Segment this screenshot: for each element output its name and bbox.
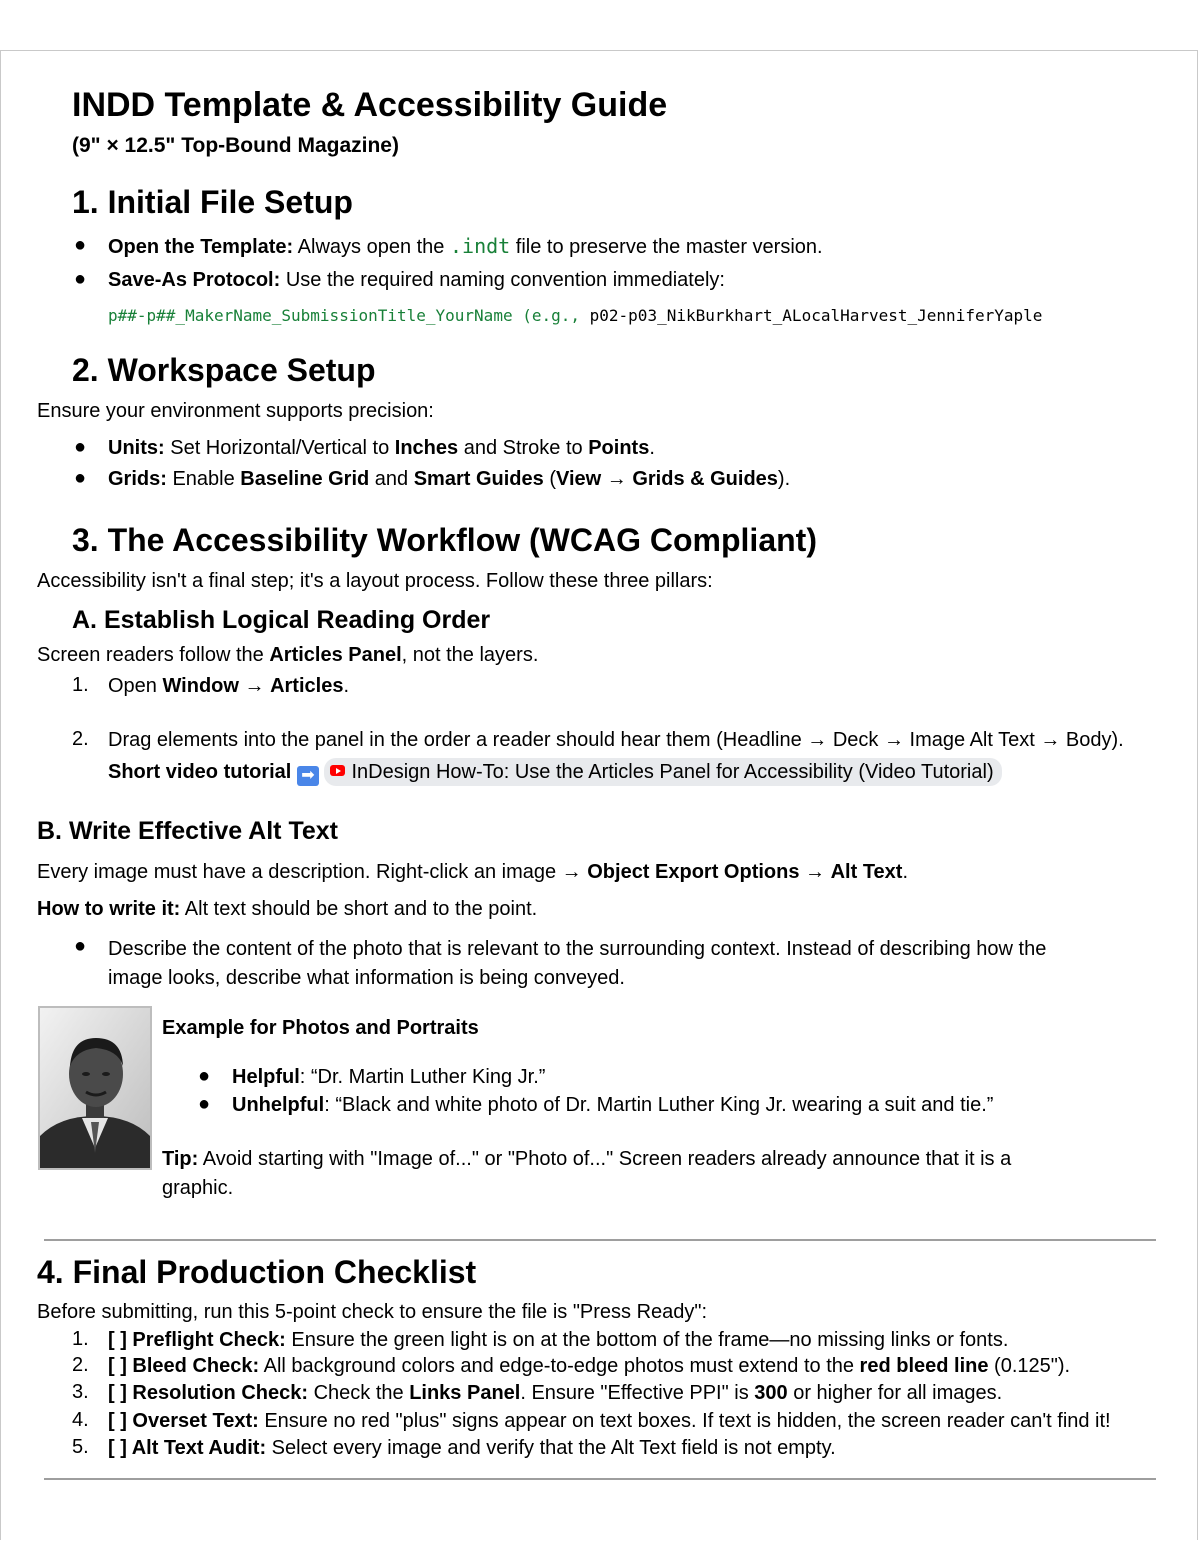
- step-number: 1.: [72, 674, 89, 696]
- checklist-number: 2.: [72, 1354, 89, 1376]
- portrait-illustration: [40, 1008, 150, 1168]
- step-drag-elements: Drag elements into the panel in the order a reader should hear them (Headline → Deck → Image Alt Text → Body).: [108, 729, 1124, 751]
- checklist-number: 3.: [72, 1381, 89, 1403]
- checklist-item-alt-text[interactable]: [ ] Alt Text Audit: Select every image and verify that the Alt Text field is not empty.: [108, 1437, 836, 1459]
- portrait-photo: [38, 1006, 152, 1170]
- bullet-icon: ●: [74, 234, 87, 256]
- section-3-heading: 3. The Accessibility Workflow (WCAG Compliant): [72, 522, 817, 558]
- video-tutorial-row: Short video tutorial ➡ InDesign How-To: Use the Articles Panel for Accessibility (Video Tutorial): [108, 758, 1002, 786]
- page-title: INDD Template & Accessibility Guide: [72, 86, 668, 124]
- subsection-b-intro: Every image must have a description. Right-click an image → Object Export Options → Alt Text.: [37, 861, 909, 883]
- section-2-heading: 2. Workspace Setup: [72, 352, 376, 388]
- checklist-item-overset[interactable]: [ ] Overset Text: Ensure no red "plus" signs appear on text boxes. If text is hidden, the screen reader can't find it!: [108, 1410, 1111, 1432]
- bullet-icon: ●: [74, 268, 87, 290]
- example-helpful: Helpful: “Dr. Martin Luther King Jr.”: [232, 1066, 546, 1088]
- right-arrow-icon: ➡: [297, 766, 319, 786]
- bullet-icon: ●: [74, 436, 87, 458]
- bullet-icon: ●: [74, 467, 87, 489]
- bullet-icon: ●: [198, 1093, 211, 1115]
- subsection-b-heading: B. Write Effective Alt Text: [37, 817, 338, 845]
- bullet-icon: ●: [198, 1065, 211, 1087]
- checklist-item-bleed[interactable]: [ ] Bleed Check: All background colors and edge-to-edge photos must extend to the red bleed line (0.125").: [108, 1355, 1071, 1377]
- divider: [44, 1478, 1156, 1480]
- video-tutorial-link[interactable]: InDesign How-To: Use the Articles Panel for Accessibility (Video Tutorial): [324, 758, 1001, 786]
- bullet-open-template: Open the Template: Always open the .indt file to preserve the master version.: [108, 234, 823, 258]
- section-3-intro: Accessibility isn't a final step; it's a layout process. Follow these three pillars:: [37, 570, 713, 592]
- checklist-item-preflight[interactable]: [ ] Preflight Check: Ensure the green light is on at the bottom of the frame—no missing links or fonts.: [108, 1329, 1009, 1351]
- subsection-a-heading: A. Establish Logical Reading Order: [72, 606, 491, 634]
- section-1-heading: 1. Initial File Setup: [72, 184, 353, 220]
- youtube-icon: [330, 765, 345, 776]
- subsection-a-intro: Screen readers follow the Articles Panel, not the layers.: [37, 644, 539, 666]
- example-heading: Example for Photos and Portraits: [162, 1017, 479, 1039]
- bullet-grids: Grids: Enable Baseline Grid and Smart Guides (View → Grids & Guides).: [108, 468, 791, 490]
- example-unhelpful: Unhelpful: “Black and white photo of Dr. Martin Luther King Jr. wearing a suit and tie.”: [232, 1094, 994, 1116]
- checklist-number: 1.: [72, 1328, 89, 1350]
- bullet-units: Units: Set Horizontal/Vertical to Inches and Stroke to Points.: [108, 437, 655, 459]
- bullet-icon: ●: [74, 935, 87, 957]
- step-open-articles: Open Window → Articles.: [108, 675, 350, 697]
- how-to-write: How to write it: Alt text should be short and to the point.: [37, 898, 538, 920]
- naming-convention: p##-p##_MakerName_SubmissionTitle_YourName (e.g., p02-p03_NikBurkhart_ALocalHarvest_JenniferYaple: [108, 306, 1043, 325]
- bullet-describe-content: Describe the content of the photo that is relevant to the surrounding context. Instead of describing how the image looks, describe what information is being conveyed.: [108, 938, 1047, 989]
- section-2-intro: Ensure your environment supports precision:: [37, 400, 434, 422]
- section-4-heading: 4. Final Production Checklist: [37, 1254, 477, 1290]
- checklist-number: 5.: [72, 1436, 89, 1458]
- bullet-save-as: Save-As Protocol: Use the required naming convention immediately:: [108, 269, 725, 291]
- tip-note: Tip: Avoid starting with "Image of..." or "Photo of..." Screen readers already announce that it is a graphic.: [162, 1148, 1012, 1199]
- section-4-intro: Before submitting, run this 5-point check to ensure the file is "Press Ready":: [37, 1301, 708, 1323]
- checklist-item-resolution[interactable]: [ ] Resolution Check: Check the Links Panel. Ensure "Effective PPI" is 300 or higher for all images.: [108, 1382, 1003, 1404]
- step-number: 2.: [72, 728, 89, 750]
- divider: [44, 1239, 1156, 1241]
- page-subtitle: (9" × 12.5" Top-Bound Magazine): [72, 134, 399, 157]
- checklist-number: 4.: [72, 1409, 89, 1431]
